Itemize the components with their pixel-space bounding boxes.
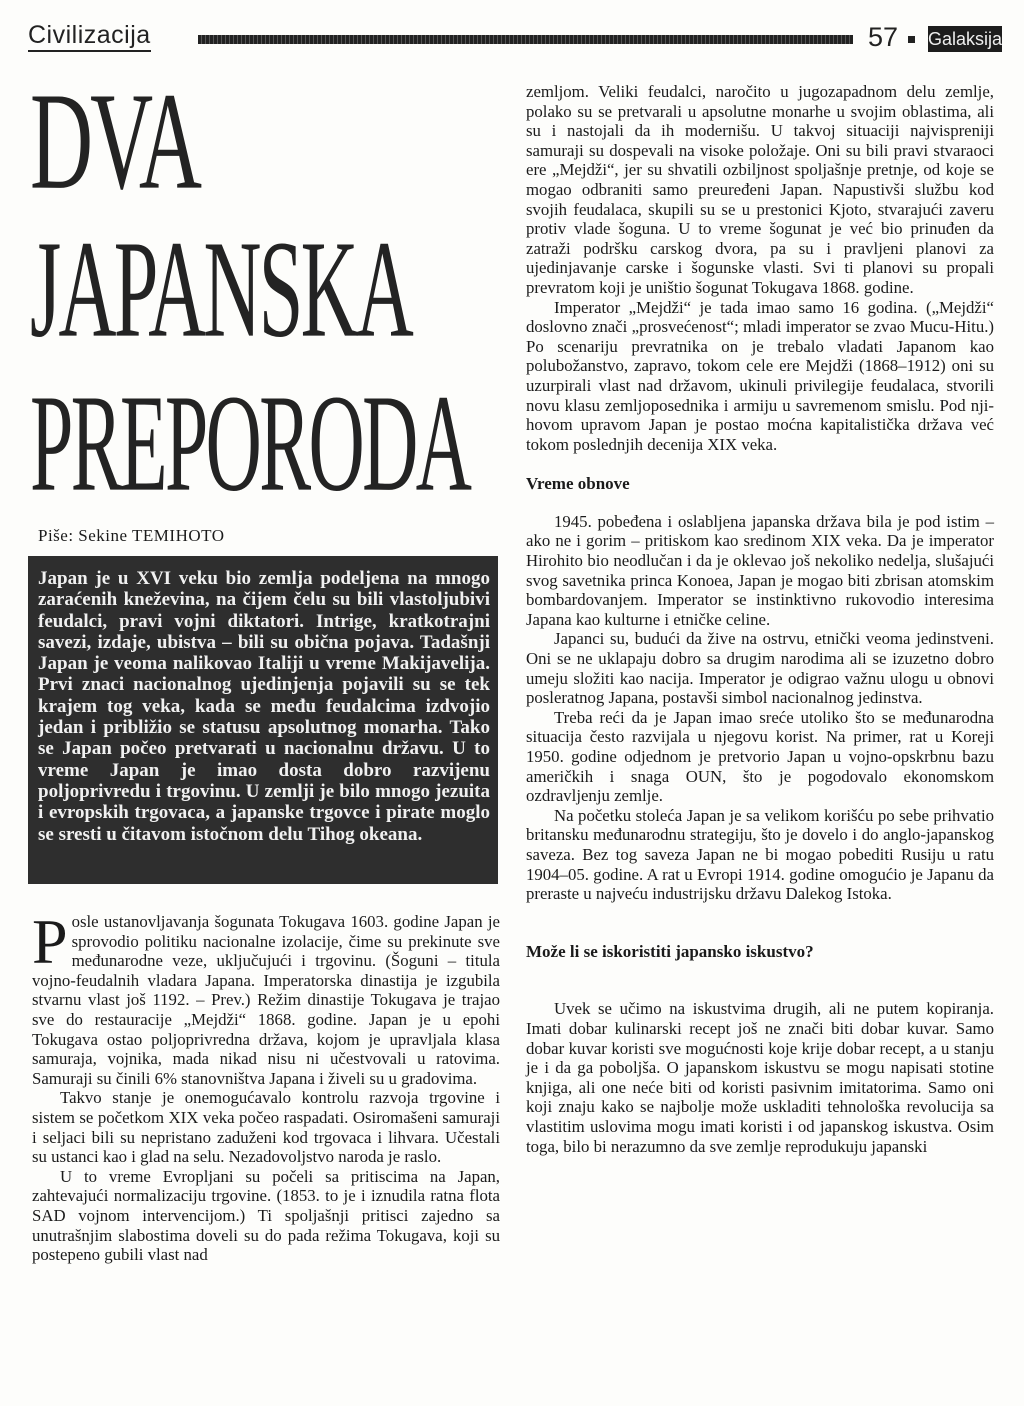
drop-cap: P xyxy=(32,906,68,977)
title-line-3: PREPORODA xyxy=(30,365,470,521)
page-header xyxy=(28,20,1004,56)
paragraph: zemljom. Veliki feudalci, naročito u jugozapadnom delu zemlje, polako su se pretvarali u apsolutne monarhe u svojim oblastima, ali su i nastojali da ih modernišu. U takvoj situaciji najvispreniji samuraji su dospevali na visoke položaje. Oni su bili pravi stvaraoci ere „Mejdži“, jer su shvatili ozbiljnost spoljašnje pretnje, od koje se mogao odbraniti samo preuređeni Japan. Napustivši službu kod svojih feudalaca, skupili su se u prestonici Kjoto, stvarajući zaveru protiv vlade šoguna. U to vreme šogunat je već bio prinuđen da zatraži podršku carskog dvora, pa su i pravljeni planovi za ujedinjavanje carske i šogunske vlasti. Svi ti planovi su propali prevratom koji je uništio šogunat Tokugava 1868. godine. xyxy=(526,82,994,297)
section-name: Civilizacija xyxy=(28,20,151,52)
paragraph: Takvo stanje je onemogućavalo kontrolu razvoja trgovine i sistem se početkom XIX veka počeo raspadati. Osiromašeni samuraji i seljaci bili su nepristano zaduženi kod trgovaca i lihvara. Učestali su ustanci kao i glad na selu. Nezadovoljstvo naroda je raslo. xyxy=(32,1088,500,1167)
page-number: 57 xyxy=(868,22,899,52)
paragraph: Uvek se učimo na iskustvima drugih, ali ne putem kopiranja. Imati dobar kulinarski recept još ne znači biti dobar kuvar. Samo dobar kuvar koristi sve mogućnosti koje krije dobar recept, a u stanju je i da ga poboljša. O japanskom iskustvu se mogu napisati stotine knjiga, ali one neće biti od koristi pasivnim imitatorima. Samo oni koji znaju kako se najbolje može uskladiti tehnološka revolucija sa vlastitim uslovima mogu imati koristi i od japanskog iskustva. Osim toga, bilo bi nerazumno da sve zemlje reprodukuju japanski xyxy=(526,999,994,1156)
paragraph-text: osle ustanovljavanja šogunata Tokugava 1603. godine Japan je sprovodio politiku nacionalne izolacije, čime su prekinute sve međunarodne veze, uključujući i trgovinu. (Šoguni – titula vojno-feudalnih vladara Japana. Imperatorska dinastija je izgubila stvarnu vlast još 1192. – Prev.) Režim dinastije Tokugava je trajao sve do restauracije „Mejdži“ 1868. godine. Japan je u epohi Tokugava ostao poljoprivredna država, kojom je upravljala klasa samuraja, vojnika, mada nikad nisu ni učestvovali u ratovima. Samuraji su činili 6% stanovništva Japana i živeli su u gradovima. xyxy=(32,912,500,1088)
left-column xyxy=(32,906,500,1265)
bullet-icon xyxy=(908,36,915,43)
title-line-1: DVA xyxy=(30,63,200,219)
paragraph: 1945. pobeđena i oslabljena japanska država bila je pod istim – ako ne i gorim – pritiskom kao sredinom XIX veka. Da je imperator Hirohito bio neodlučan i da je oklevao još nekoliko nedelja, slušajući svog savetnika princa Konoea, Japan je mogao biti zbrisan atomskim bombardovanjem. Imperator se instinktivno rukovodio interesima Japana kao kulturne i etničke celine. xyxy=(526,511,994,629)
byline: Piše: Sekine TEMIHOTO xyxy=(38,526,225,545)
magazine-name: Galaksija xyxy=(928,26,1002,52)
subheading: Vreme obnove xyxy=(526,474,630,494)
subheading: Može li se iskoristiti japansko iskustvo? xyxy=(526,941,814,961)
paragraph: U to vreme Evropljani su počeli sa pritiscima na Japan, zahtevajući normalizaciju trgovine. (1853. to je i iznudila ratna flota SAD vojnom intervencijom.) Ti spoljašnji pritisci zajedno sa unutrašnjim slabostima doveli su do pada režima Tokugava, koji su postepeno gubili vlast nad xyxy=(32,1166,500,1265)
title-line-2: JAPANSKA xyxy=(30,211,412,367)
header-rule xyxy=(198,35,853,44)
paragraph xyxy=(32,906,500,1088)
paragraph: Imperator „Mejdži“ je tada imao samo 16 godina. („Mejdži“ doslovno znači „prosvećenost“; mladi imperator se zvao Mucu-Hitu.) Po scenariju prevratnika on je trebalo vladati Japanom kao polubožanstvo, zapravo, tokom cele ere Mejdži (1868–1912) oni su uzurpirali vlast nad državom, ukinuli privilegije feudalaca, stvorili novu klasu zemljoposednika i armiju u savremenom smislu. Pod njihovom upravom Japan je postao moćna kapitalistička država već tokom poslednjih decenija XIX veka. xyxy=(526,297,994,454)
paragraph: Na početku stoleća Japan je sa velikom korišću po sebe prihvatio britansku međunarodnu strategiju, što je dovelo i do anglo-japanskog saveza. Bez tog saveza Japan ne bi mogao pobediti Rusiju u ratu 1904–05. godine. A rat u Evropi 1914. godine omogućio je Japanu da preraste u najveću industrijsku državu Dalekog Istoka. xyxy=(526,805,994,904)
paragraph: Japanci su, budući da žive na ostrvu, etnički veoma jedinstveni. Oni se ne uklapaju dobro sa drugim narodima ali se izuzetno dobro umeju složiti kao nacija. Imperator je odigrao važnu ulogu u obnovi posleratnog Japana, postavši simbol nacionalnog jedinstva. xyxy=(526,629,994,708)
paragraph: Treba reći da je Japan imao sreće utoliko što se međunarodna situacija često razvijala u njegovu korist. Na primer, rat u Koreji 1950. godine odjednom je pretvorio Japan u vojno-opskrbnu bazu američkih i snaga OUN, što je pogodovalo ekonomskom ozdravljenju zemlje. xyxy=(526,707,994,806)
right-column xyxy=(526,82,994,1156)
lead-box xyxy=(28,556,498,884)
lead-paragraph: Japan je u XVI veku bio zemlja podeljena na mnogo zaraćenih kneževina, na čijem čelu su bili vlastoljubivi feudalci, pravi vojni diktatori. Intrige, kratkotrajni savezi, izdaje, ubistva – bili su obična pojava. Tadašnji Japan je veoma nalikovao Italiji u vreme Makijavelija. Prvi znaci nacionalnog ujedinjenja pojavili su se tek krajem tog veka, kada se među feudalcima izdvojio jedan i približio se statusu apsolutnog monarha. Tako se Japan počeo pretvarati u nacionalnu državu. U to vreme Japan je imao dosta dobro razvijenu poljoprivredu i trgovinu. U zemlji je bilo mnogo jezuita i evropskih trgovaca, a japanske trgovce i pirate moglo se sresti u čitavom istočnom delu Tihog okeana. xyxy=(38,568,490,845)
